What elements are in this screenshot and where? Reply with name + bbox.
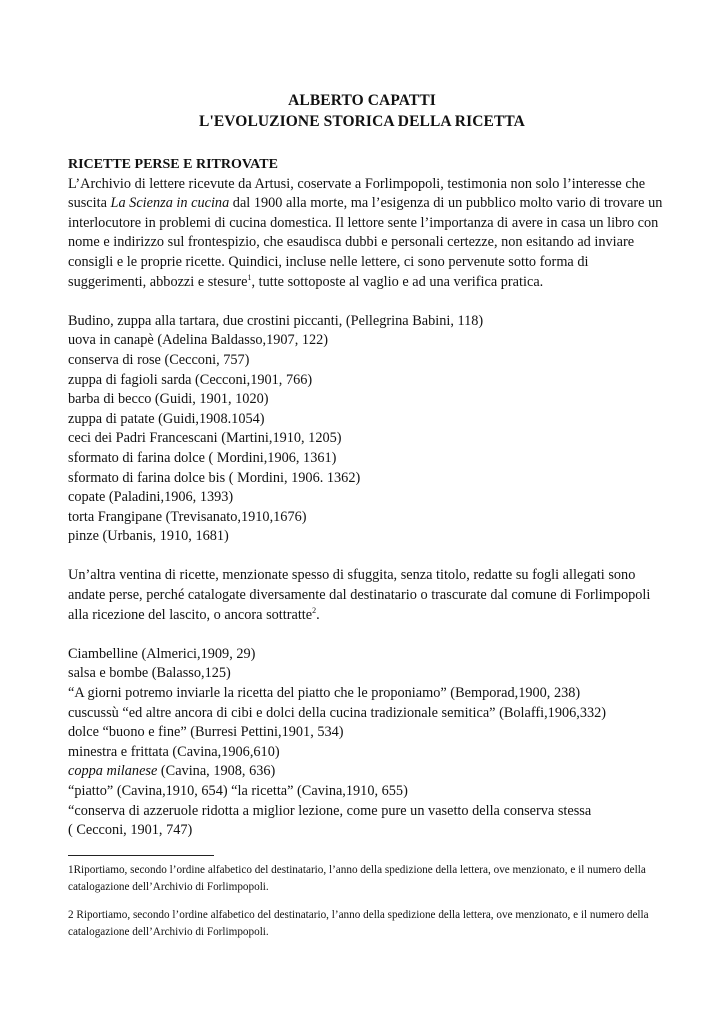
list-item: cuscussù “ed altre ancora di cibi e dolci della cucina tradizionale semitica” (Bolaffi,1906,332) <box>68 704 607 721</box>
list-item: Ciambelline (Almerici,1909, 29) <box>68 645 256 662</box>
italic-recipe-name: coppa milanese <box>68 763 158 780</box>
list-item: uova in canapè (Adelina Baldasso,1907, 122) <box>68 332 329 349</box>
list-item: torta Frangipane (Trevisanato,1910,1676) <box>68 508 307 525</box>
footnotes <box>68 862 668 952</box>
list-item <box>68 762 668 782</box>
footnote-ref-1: 1 <box>247 272 252 282</box>
list-item: “A giorni potremo inviarle la ricetta del piatto che le proponiamo” (Bemporad,1900, 238) <box>68 685 581 702</box>
intro-text-1: L’Archivio di lettere ricevute da Artusi, coservate a Forlimpopoli, testimonia non solo l’interesse che suscita <box>68 175 646 212</box>
list-item: Budino, zuppa alla tartara, due crostini piccanti, (Pellegrina Babini, 118) <box>68 312 484 329</box>
list-item: dolce “buono e fine” (Burresi Pettini,1901, 534) <box>68 724 344 741</box>
lost-text: Un’altra ventina di ricette, menzionate spesso di sfuggita, senza titolo, redatte su fogli allegati sono andate perse, perché catalogate diversamente dal destinatario o trascurate dal comune di Forlimpopoli alla ricezione del lascito, o ancora sottratte <box>68 567 651 623</box>
footnote-ref-2: 2 <box>312 605 317 615</box>
list-item: ceci dei Padri Francescani (Martini,1910, 1205) <box>68 430 342 447</box>
section-heading: RICETTE PERSE E RITROVATE <box>68 157 278 172</box>
list-item: “conserva di azzeruole ridotta a miglior lezione, come pure un vasetto della conserva stessa <box>68 802 592 819</box>
list-item: pinze (Urbanis, 1910, 1681) <box>68 528 229 545</box>
list-item: minestra e frittata (Cavina,1906,610) <box>68 743 280 760</box>
found-recipes-list <box>68 312 668 547</box>
recipe-ref: (Cavina, 1908, 636) <box>157 763 276 780</box>
title-block <box>0 90 724 132</box>
list-item: zuppa di fagioli sarda (Cecconi,1901, 766) <box>68 371 313 388</box>
book-title: La Scienza in cucina <box>110 195 230 212</box>
author-name: ALBERTO CAPATTI <box>288 92 436 109</box>
footnote-separator <box>68 855 214 856</box>
spacer <box>68 292 668 312</box>
intro-text-3: , tutte sottoposte al vaglio e ad una verifica pratica. <box>251 273 544 290</box>
lost-recipes-paragraph <box>68 566 668 625</box>
list-item: copate (Paladini,1906, 1393) <box>68 489 234 506</box>
list-item: “piatto” (Cavina,1910, 654) “la ricetta” (Cavina,1910, 655) <box>68 783 408 799</box>
list-item: conserva di rose (Cecconi, 757) <box>68 351 250 368</box>
document-title: L'EVOLUZIONE STORICA DELLA RICETTA <box>199 113 525 130</box>
list-item: zuppa di patate (Guidi,1908.1054) <box>68 410 265 427</box>
main-content <box>68 155 668 841</box>
spacer <box>68 547 668 567</box>
spacer <box>68 625 668 645</box>
intro-text-2: dal 1900 alla morte, ma l’esigenza di un pubblico molto vario di trovare un interlocutore in problemi di cucina domestica. Il lettore sente l’importanza di avere in casa un libro con nome e indirizzo sul frontespizio, che esaudisca dubbi e personali certezze, non esitando ad inviare consigli e le proprie ricette. Quindici, incluse nelle lettere, ci sono pervenute sotto forma di suggerimenti, abbozzi e stesure <box>68 195 663 290</box>
list-item: sformato di farina dolce ( Mordini,1906, 1361) <box>68 449 337 466</box>
list-item: sformato di farina dolce bis ( Mordini, 1906. 1362) <box>68 469 361 486</box>
footnote-1: 1Riportiamo, secondo l’ordine alfabetico del destinatario, l’anno della spedizione della lettera, ove menzionato, e il numero della catalogazione dell’Archivio di Forlimpopoli. <box>68 864 646 893</box>
footnote-2: 2 Riportiamo, secondo l’ordine alfabetico del destinatario, l’anno della spedizione della lettera, ove menzionato, e il numero della catalogazione dell’Archivio di Forlimpopoli. <box>68 909 649 938</box>
intro-paragraph <box>68 175 668 293</box>
list-item: ( Cecconi, 1901, 747) <box>68 822 193 839</box>
lost-recipes-list <box>68 645 668 841</box>
list-item: salsa e bombe (Balasso,125) <box>68 665 231 682</box>
list-item: barba di becco (Guidi, 1901, 1020) <box>68 391 269 408</box>
lost-text-end: . <box>316 606 320 623</box>
